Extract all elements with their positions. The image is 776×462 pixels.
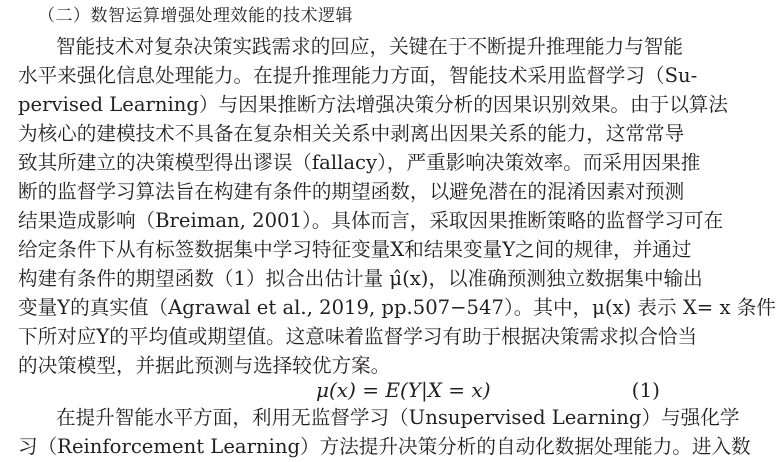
section-heading: （二）数智运算增强处理效能的技术逻辑 bbox=[38, 6, 353, 26]
paragraph-1-line-7: 结果造成影响（Breiman, 2001）。具体而言，采取因果推断策略的监督学习可在 bbox=[18, 209, 724, 232]
paragraph-1-line-12: 的决策模型，并据此预测与选择较优方案。 bbox=[18, 354, 391, 377]
equation-expression: μ(x) = E(Y|X = x) bbox=[316, 378, 491, 402]
paragraph-1-line-9: 构建有条件的期望函数（1）拟合出估计量 μ̂(x)，以准确预测独立数据集中输出 bbox=[18, 267, 703, 290]
paragraph-1-line-4: 为核心的建模技术不具备在复杂相关关系中剥离出因果关系的能力，这常常导 bbox=[18, 122, 685, 145]
paragraph-1-line-2: 水平来强化信息处理能力。在提升推理能力方面，智能技术采用监督学习（Su- bbox=[18, 64, 698, 87]
paragraph-1-line-6: 断的监督学习算法旨在构建有条件的期望函数，以避免潜在的混淆因素对预测 bbox=[18, 180, 685, 203]
paragraph-1-line-8: 给定条件下从有标签数据集中学习特征变量X和结果变量Y之间的规律，并通过 bbox=[18, 238, 692, 261]
paragraph-1-line-3: pervised Learning）与因果推断方法增强决策分析的因果识别效果。由于以算法 bbox=[18, 93, 728, 116]
paragraph-2-line-1: 在提升智能水平方面，利用无监督学习（Unsupervised Learning）与强化学 bbox=[56, 406, 740, 429]
paragraph-1-line-10: 变量Y的真实值（Agrawal et al., 2019, pp.507−547）。其中，μ(x) 表示 X= x 条件 bbox=[18, 296, 776, 319]
paragraph-1-line-11: 下所对应Y的平均值或期望值。这意味着监督学习有助于根据决策需求拟合恰当 bbox=[18, 325, 698, 348]
equation-number: (1) bbox=[631, 378, 660, 402]
paragraph-2-line-2: 习（Reinforcement Learning）方法提升决策分析的自动化数据处理能力。进入数 bbox=[18, 435, 751, 458]
paragraph-1-line-1: 智能技术对复杂决策实践需求的回应，关键在于不断提升推理能力与智能 bbox=[56, 35, 683, 58]
equation-block bbox=[0, 375, 700, 405]
paragraph-1-line-5: 致其所建立的决策模型得出谬误（fallacy），严重影响决策效率。而采用因果推 bbox=[18, 151, 701, 174]
